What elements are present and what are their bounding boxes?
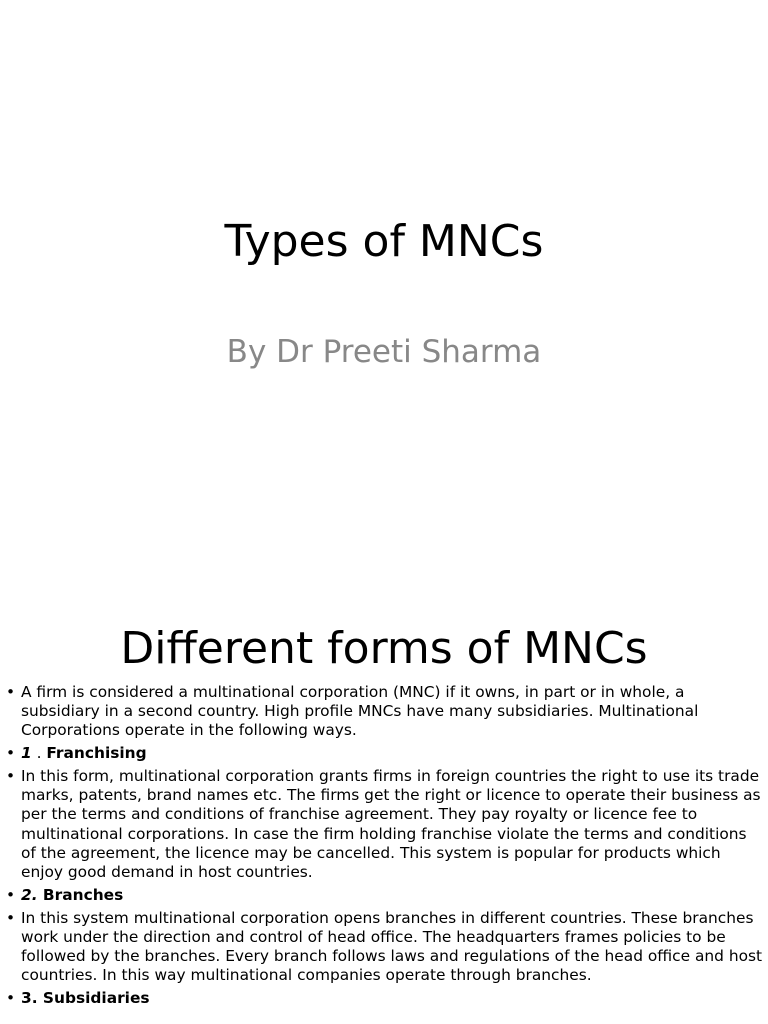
bullet-dot-icon: • [6,885,16,904]
slide-title: Different forms of MNCs [120,623,648,674]
bullet-dot-icon: • [6,683,16,701]
bullet-subsidiaries-heading [0,989,764,1008]
bullet-branches-heading [0,886,764,905]
bullet-dot-icon: • [6,767,16,785]
bullet-intro [0,683,764,741]
bullet-dot-icon: • [6,989,16,1008]
bullet-franchising-heading [0,744,764,763]
intro-text: A firm is considered a multinational corporation (MNC) if it owns, in part or in whole, a subsidiary in a second country. High profile MNCs have many subsidiaries. Multinational Corporations operate in the following ways. [21,683,699,740]
branches-heading: Branches [37,885,124,904]
content-slide [0,576,768,1024]
slide-subtitle: By Dr Preeti Sharma [226,334,542,370]
bullet-branches-text [0,909,764,986]
bullet-dot-icon: • [6,908,16,927]
branches-text: In this system multinational corporation opens branches in different countries. These branches work under the direction and control of head office. The headquarters frames policies to be followed by the branches. Every branch follows laws and regulations of the head office and host countries. In this way multinational companies operate through branches. [21,908,763,985]
bullet-list [0,683,764,1012]
franchising-number: 1 [21,744,32,763]
branches-number: 2. [21,885,38,904]
slide-title: Types of MNCs [224,216,544,267]
subsidiaries-heading: 3. Subsidiaries [21,989,150,1008]
bullet-franchising-text [0,767,764,882]
bullet-dot-icon: • [6,744,16,763]
franchising-heading: Franchising [46,744,147,763]
franchising-text: In this form, multinational corporation grants firms in foreign countries the right to use its trade marks, patents, brand names etc. The firms get the right or licence to operate their business as per the terms and conditions of franchise agreement. They pay royalty or licence fee to multinational corporations. In case the firm holding franchise violate the terms and conditions of the agreement, the licence may be cancelled. This system is popular for products which enjoy good demand in host countries. [21,767,761,882]
franchising-separator: . [31,744,47,763]
